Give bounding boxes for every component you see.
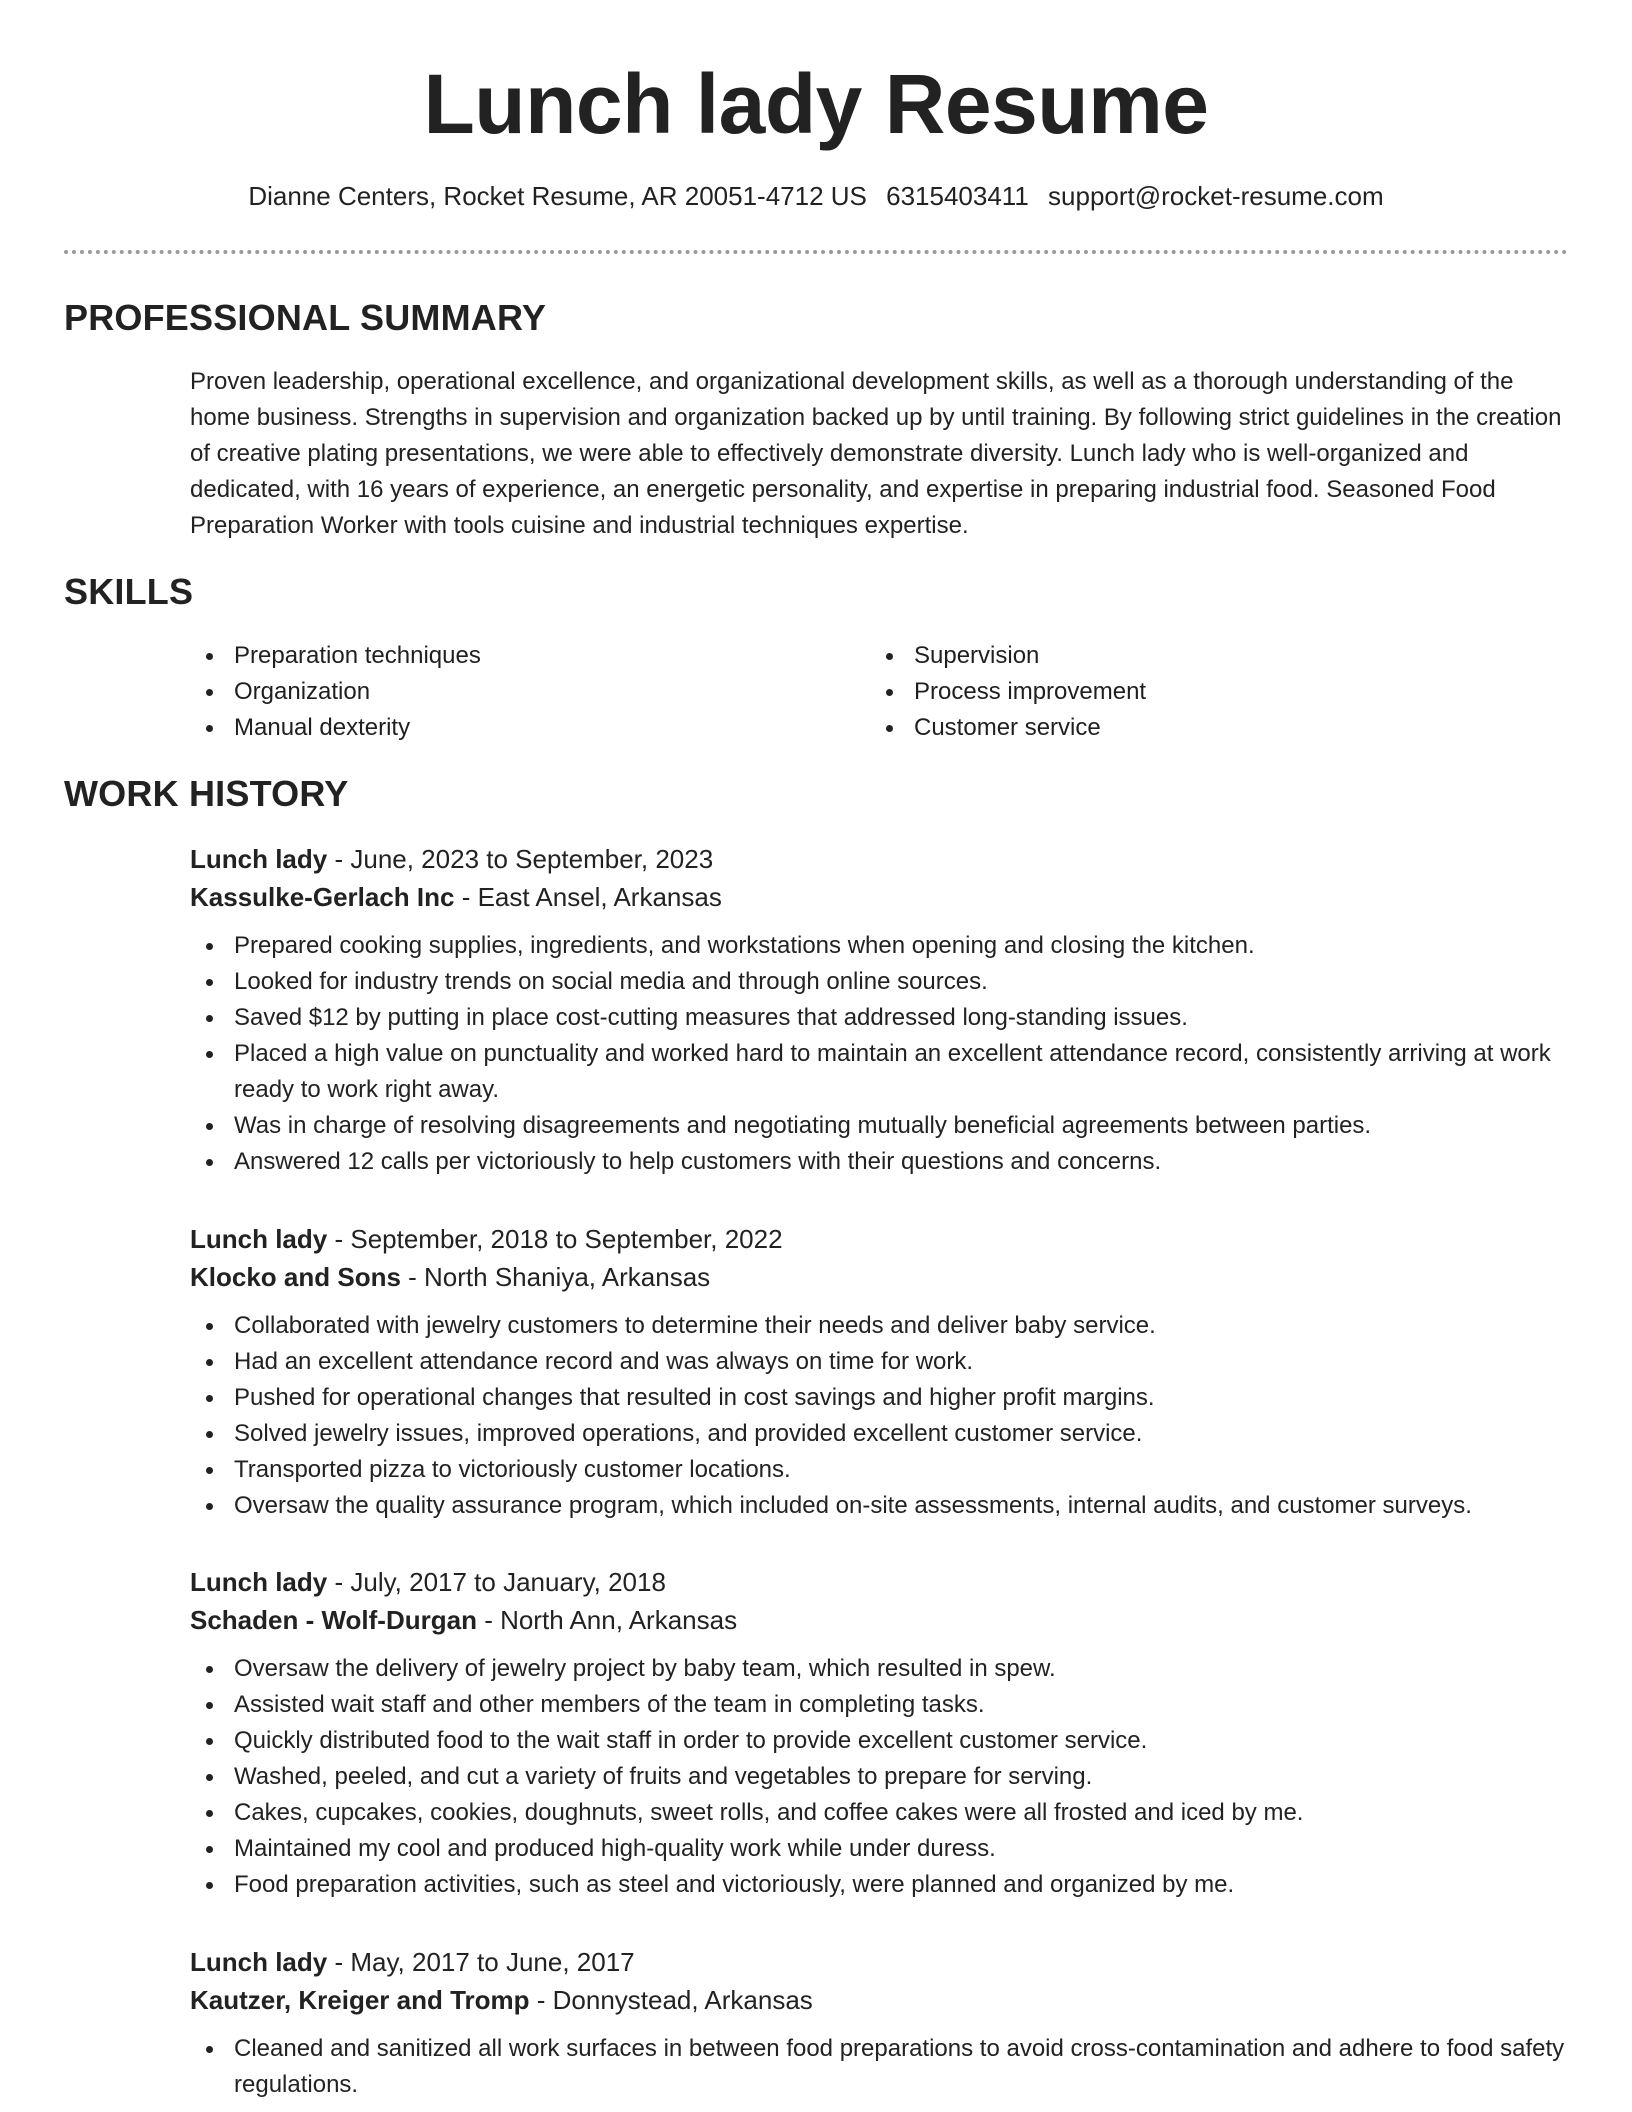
job-company-line bbox=[190, 1601, 1570, 1639]
job-duty: Had an excellent attendance record and was always on time for work. bbox=[190, 1344, 1570, 1380]
job-duty: Solved jewelry issues, improved operations, and provided excellent customer service. bbox=[190, 1416, 1570, 1452]
skill-item: Preparation techniques bbox=[190, 638, 830, 674]
job-dates: - May, 2017 to June, 2017 bbox=[327, 1947, 635, 1977]
contact-phone: 6315403411 bbox=[886, 181, 1029, 211]
job-duty: Washed, peeled, and cut a variety of fruits and vegetables to prepare for serving. bbox=[190, 1759, 1570, 1795]
job-duty: Assisted wait staff and other members of the team in completing tasks. bbox=[190, 1687, 1570, 1723]
skills-heading: SKILLS bbox=[64, 571, 194, 612]
job-title: Lunch lady bbox=[190, 844, 328, 874]
job-company-line bbox=[190, 878, 1570, 916]
job-duties-list bbox=[190, 1308, 1570, 1524]
job-duty: Cakes, cupcakes, cookies, doughnuts, sweet rolls, and coffee cakes were all frosted and iced by me. bbox=[190, 1795, 1570, 1831]
job-title-line bbox=[190, 840, 1570, 878]
job-duties-list bbox=[190, 2031, 1570, 2103]
job-entry bbox=[190, 1943, 1570, 2103]
skills-list-right bbox=[870, 638, 1510, 746]
job-location: - North Ann, Arkansas bbox=[476, 1605, 738, 1635]
job-duty: Prepared cooking supplies, ingredients, and workstations when opening and closing the kitchen. bbox=[190, 928, 1570, 964]
job-duty: Oversaw the quality assurance program, which included on-site assessments, internal audits, and customer surveys. bbox=[190, 1488, 1570, 1524]
job-duty: Quickly distributed food to the wait staff in order to provide excellent customer service. bbox=[190, 1723, 1570, 1759]
job-company: Klocko and Sons bbox=[190, 1262, 401, 1292]
skill-item: Organization bbox=[190, 674, 830, 710]
job-duty: Saved $12 by putting in place cost-cutting measures that addressed long-standing issues. bbox=[190, 1000, 1570, 1036]
job-location: - Donnystead, Arkansas bbox=[529, 1985, 813, 2015]
job-duties-list bbox=[190, 1651, 1570, 1903]
contact-line bbox=[64, 178, 1568, 214]
job-dates: - September, 2018 to September, 2022 bbox=[327, 1224, 783, 1254]
job-duty: Was in charge of resolving disagreements and negotiating mutually beneficial agreements between parties. bbox=[190, 1108, 1570, 1144]
job-duty: Looked for industry trends on social media and through online sources. bbox=[190, 964, 1570, 1000]
job-location: - East Ansel, Arkansas bbox=[454, 882, 722, 912]
skill-item: Supervision bbox=[870, 638, 1510, 674]
contact-address: Dianne Centers, Rocket Resume, AR 20051-4712 US bbox=[248, 181, 867, 211]
job-entry bbox=[190, 840, 1570, 1180]
job-duties-list bbox=[190, 928, 1570, 1180]
summary-text: Proven leadership, operational excellence, and organizational development skills, as well as a thorough understanding of the home business. Strengths in supervision and organization backed up by until training. By following strict guidelines in the creation of creative plating presentations, we were able to effectively demonstrate diversity. Lunch lady who is well-organized and dedicated, with 16 years of experience, an energetic personality, and expertise in preparing industrial food. Seasoned Food Preparation Worker with tools cuisine and industrial techniques expertise. bbox=[190, 368, 1562, 539]
job-duty: Food preparation activities, such as steel and victoriously, were planned and organized by me. bbox=[190, 1867, 1570, 1903]
job-title: Lunch lady bbox=[190, 1567, 328, 1597]
resume-title: Lunch lady Resume bbox=[423, 57, 1209, 151]
job-duty: Maintained my cool and produced high-quality work while under duress. bbox=[190, 1831, 1570, 1867]
job-entry bbox=[190, 1563, 1570, 1903]
job-title-line bbox=[190, 1943, 1570, 1981]
job-company: Kautzer, Kreiger and Tromp bbox=[190, 1985, 530, 2015]
header-divider bbox=[64, 250, 1568, 254]
job-duty: Transported pizza to victoriously customer locations. bbox=[190, 1452, 1570, 1488]
job-duty: Oversaw the delivery of jewelry project by baby team, which resulted in spew. bbox=[190, 1651, 1570, 1687]
job-duty: Placed a high value on punctuality and worked hard to maintain an excellent attendance record, consistently arriving at work ready to work right away. bbox=[190, 1036, 1570, 1108]
summary-heading: PROFESSIONAL SUMMARY bbox=[64, 297, 547, 338]
skill-item: Manual dexterity bbox=[190, 710, 830, 746]
job-dates: - July, 2017 to January, 2018 bbox=[327, 1567, 666, 1597]
job-duty: Pushed for operational changes that resulted in cost savings and higher profit margins. bbox=[190, 1380, 1570, 1416]
skill-item: Customer service bbox=[870, 710, 1510, 746]
resume-page bbox=[64, 0, 1568, 2098]
job-dates: - June, 2023 to September, 2023 bbox=[327, 844, 714, 874]
job-company-line bbox=[190, 1258, 1570, 1296]
job-title: Lunch lady bbox=[190, 1947, 328, 1977]
job-company-line bbox=[190, 1981, 1570, 2019]
job-duty: Answered 12 calls per victoriously to help customers with their questions and concerns. bbox=[190, 1144, 1570, 1180]
skill-item: Process improvement bbox=[870, 674, 1510, 710]
job-title-line bbox=[190, 1220, 1570, 1258]
job-duty: Collaborated with jewelry customers to determine their needs and deliver baby service. bbox=[190, 1308, 1570, 1344]
job-company: Schaden - Wolf-Durgan bbox=[190, 1605, 477, 1635]
job-title-line bbox=[190, 1563, 1570, 1601]
work-history-heading: WORK HISTORY bbox=[64, 773, 349, 814]
job-company: Kassulke-Gerlach Inc bbox=[190, 882, 455, 912]
contact-email: support@rocket-resume.com bbox=[1048, 181, 1384, 211]
job-duty: Cleaned and sanitized all work surfaces in between food preparations to avoid cross-contamination and adhere to food safety regulations. bbox=[190, 2031, 1570, 2103]
job-title: Lunch lady bbox=[190, 1224, 328, 1254]
job-entry bbox=[190, 1220, 1570, 1524]
skills-list-left bbox=[190, 638, 830, 746]
job-location: - North Shaniya, Arkansas bbox=[400, 1262, 711, 1292]
